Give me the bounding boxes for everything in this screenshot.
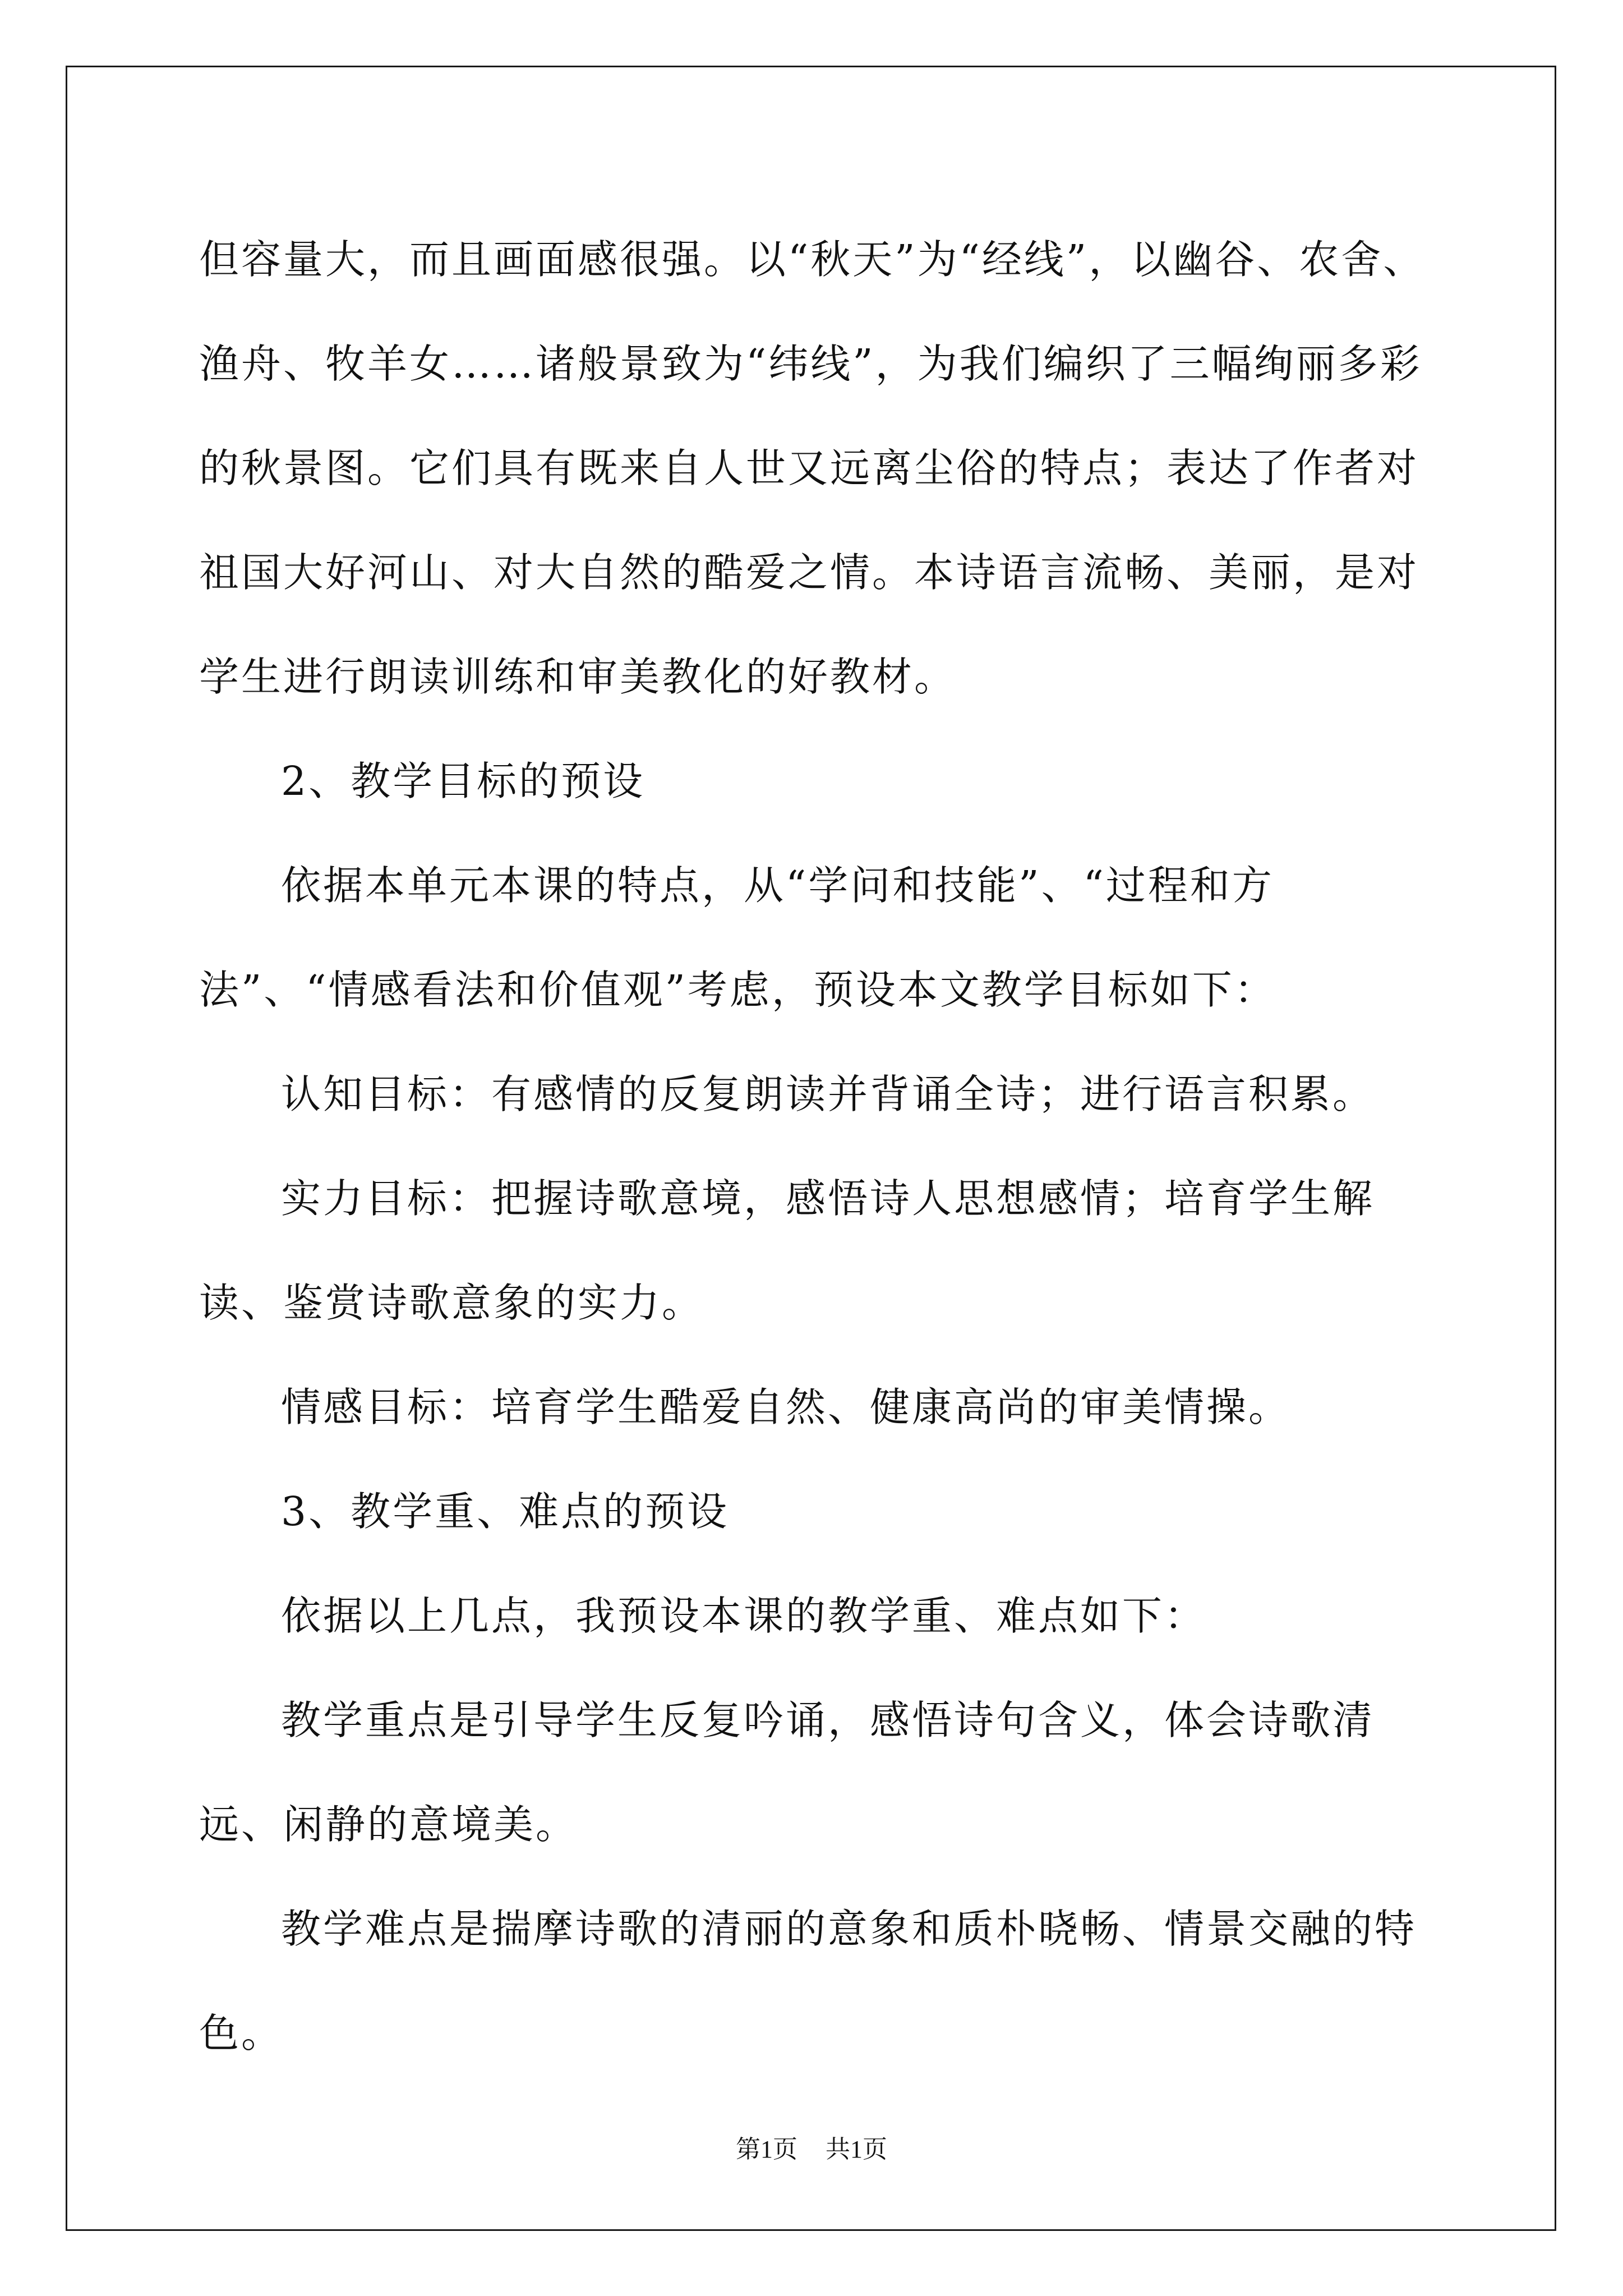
- section-heading-objectives: 2、教学目标的预设: [281, 758, 645, 804]
- paragraph-cognitive-goal: 认知目标：有感情的反复朗读并背诵全诗；进行语言积累。: [281, 1071, 1375, 1117]
- paragraph-teaching-focus: 教学重点是引导学生反复吟诵，感悟诗句含义，体会诗歌清远、闲静的意境美。: [199, 1697, 1375, 1848]
- section-heading-key-points: 3、教学重、难点的预设: [281, 1488, 730, 1535]
- paragraph-teaching-difficulty: 教学难点是揣摩诗歌的清丽的意象和质朴晓畅、情景交融的特色。: [199, 1906, 1417, 2056]
- document-body: [199, 208, 1436, 2086]
- paragraph-objectives-intro: 依据本单元本课的特点，从“学问和技能”、“过程和方法”、“情感看法和价值观”考虑，预设本文教学目标如下：: [199, 862, 1276, 1013]
- paragraph-key-points-intro: 依据以上几点，我预设本课的教学重、难点如下：: [281, 1593, 1207, 1639]
- paragraph-ability-goal: 实力目标：把握诗歌意境，感悟诗人思想感情；培育学生解读、鉴赏诗歌意象的实力。: [199, 1175, 1375, 1326]
- paragraph-emotion-goal: 情感目标：培育学生酷爱自然、健康高尚的审美情操。: [281, 1384, 1291, 1430]
- page-total: 共1页: [826, 2136, 887, 2163]
- page-number: 第1页: [736, 2136, 797, 2163]
- page-footer: [0, 2129, 1623, 2165]
- paragraph-continuation: 但容量大，而且画面感很强。以“秋天”为“经线”，以幽谷、农舍、渔舟、牧羊女……诸般景致为“纬线”，为我们编织了三幅绚丽多彩的秋景图。它们具有既来自人世又远离尘俗的特点；表达了作者对祖国大好河山、对大自然的酷爱之情。本诗语言流畅、美丽，是对学生进行朗读训练和审美教化的好教材。: [199, 236, 1426, 700]
